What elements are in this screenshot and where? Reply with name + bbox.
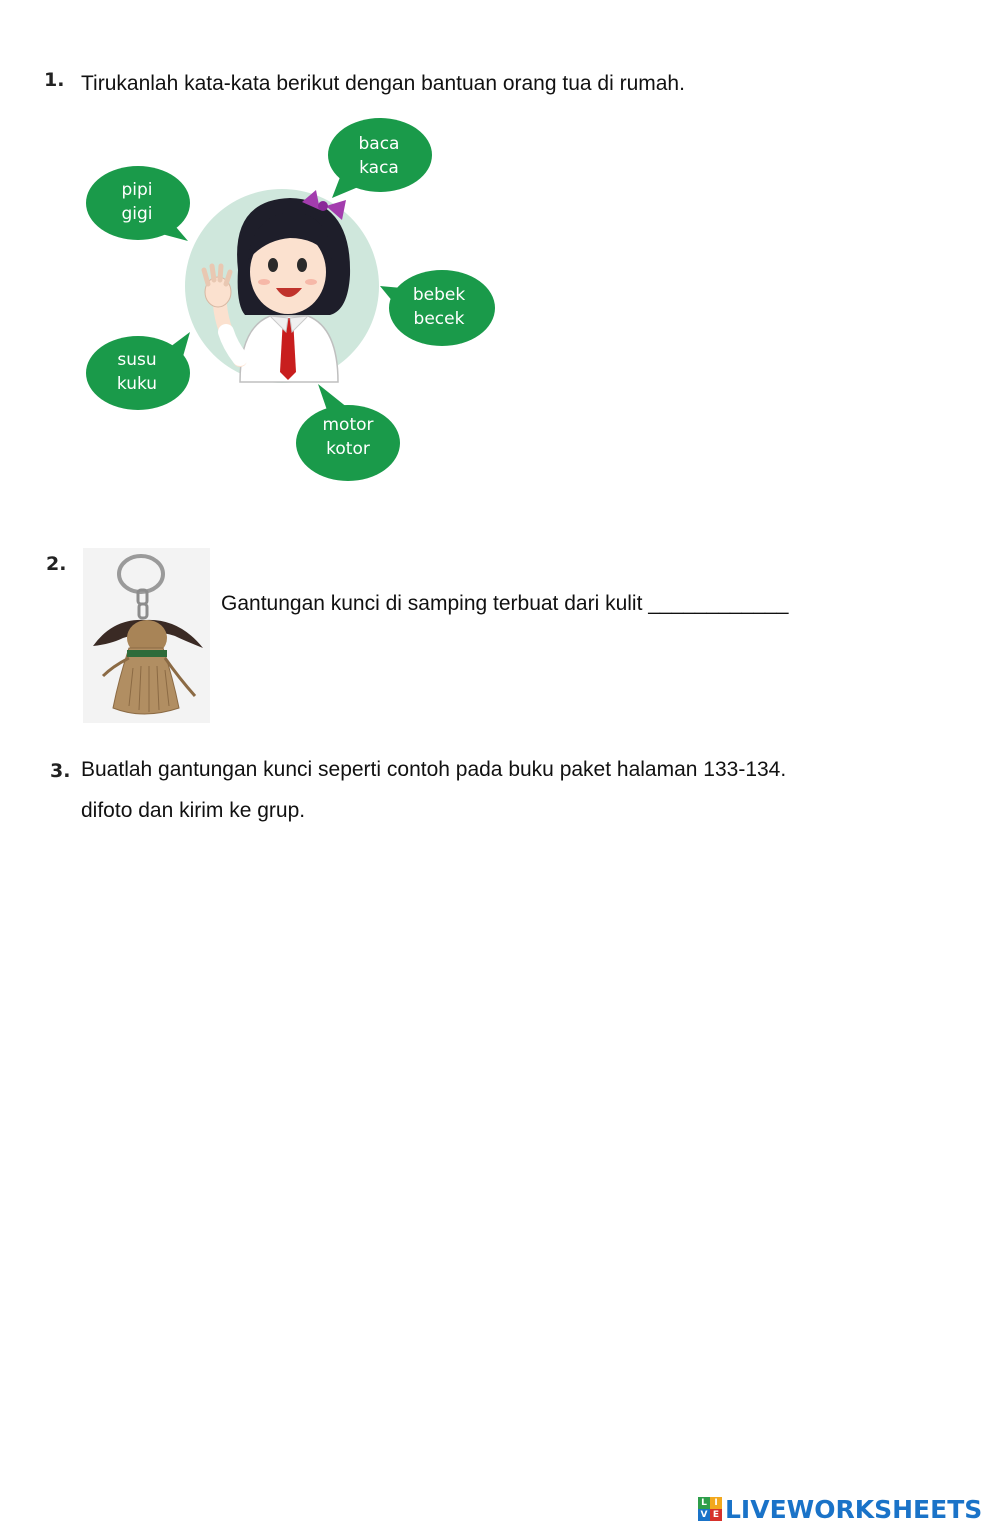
bubble-word: bebek xyxy=(412,285,466,305)
bubble-word: susu xyxy=(117,350,157,370)
logo-mark-letter: V xyxy=(698,1509,710,1521)
bubble-word: gigi xyxy=(121,204,153,224)
question-3-line-2: difoto dan kirim ke grup. xyxy=(81,799,306,822)
logo-mark-letter: I xyxy=(710,1497,722,1509)
bubble-motor-kotor xyxy=(303,413,393,461)
bubble-pipi-gigi xyxy=(92,178,182,226)
question-1-instruction: Tirukanlah kata-kata berikut dengan bantuan orang tua di rumah. xyxy=(81,72,685,95)
bubble-word: kuku xyxy=(116,374,158,394)
bubble-word: motor xyxy=(322,415,374,435)
liveworksheets-logo xyxy=(698,1494,982,1524)
bubble-bebek-becek xyxy=(394,283,484,331)
question-1-number: 1. xyxy=(44,69,65,91)
logo-mark-letter: E xyxy=(710,1509,722,1521)
speech-bubble-illustration xyxy=(80,110,510,490)
keychain-image xyxy=(83,548,210,723)
question-2-text: Gantungan kunci di samping terbuat dari kulit ____________ xyxy=(221,592,789,615)
question-2-number: 2. xyxy=(46,553,67,575)
logo-text: LIVEWORKSHEETS xyxy=(725,1494,983,1524)
bubble-word: kotor xyxy=(326,439,370,459)
bubble-word: kaca xyxy=(359,158,399,178)
question-3-line-1: Buatlah gantungan kunci seperti contoh pada buku paket halaman 133-134. xyxy=(81,758,787,781)
logo-mark-letter: L xyxy=(698,1497,710,1509)
bubble-word: becek xyxy=(413,309,465,329)
question-3-number: 3. xyxy=(50,760,71,782)
bubble-word: baca xyxy=(358,134,400,154)
bubble-word: pipi xyxy=(121,180,153,200)
bubble-baca-kaca xyxy=(334,132,424,180)
logo-mark-icon xyxy=(698,1497,722,1521)
bubble-susu-kuku xyxy=(92,348,182,396)
